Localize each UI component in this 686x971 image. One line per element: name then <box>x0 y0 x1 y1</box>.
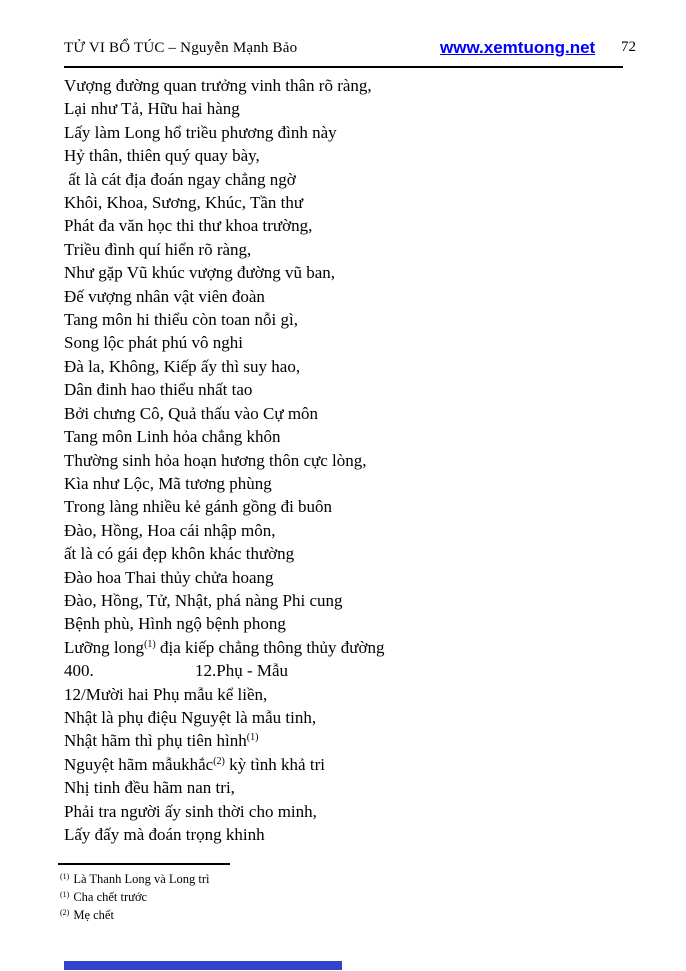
poem-line: Đào, Hồng, Hoa cái nhập môn, <box>64 520 276 540</box>
footnote-reference: (1) <box>246 732 259 744</box>
poem-line: ất là có gái đẹp khôn khác thường <box>64 544 295 564</box>
poem-line: Tang môn hi thiểu còn toan nỗi gì, <box>64 310 298 330</box>
poem-line: Lấy làm Long hổ triều phương đình này <box>64 122 337 142</box>
poem-line: Tang môn Linh hỏa chẳng khôn <box>64 427 281 447</box>
poem-line: Hỷ thân, thiên quý quay bày, <box>64 146 260 166</box>
poem-line: Đế vượng nhân vật viên đoàn <box>64 286 265 306</box>
poem-line: Trong làng nhiều kẻ gánh gồng đi buôn <box>64 497 333 517</box>
footnote-divider <box>58 863 230 865</box>
poem-line: Đào, Hồng, Tử, Nhật, phá nàng Phi cung <box>64 590 343 610</box>
poem-line: Vượng đường quan trưởng vinh thân rõ ràng, <box>64 76 372 95</box>
footnote-reference: (1) <box>144 638 156 650</box>
footnote-item: $^{(1)}$ Cha chết trước <box>60 890 148 904</box>
poem-line: Nguyệt hãm mẫukhắc$^{(2)}$ kỳ tình khả tri <box>64 754 325 774</box>
poem-line: 12/Mười hai Phụ mẫu kể liền, <box>64 684 268 704</box>
footnote-marker: (2) <box>60 908 70 917</box>
page-number: 72 <box>621 39 636 55</box>
poem-body <box>64 74 624 846</box>
poem-line: Thường sinh hỏa hoạn hương thôn cực lòng, <box>64 450 367 470</box>
poem-line: Như gặp Vũ khúc vượng đường vũ ban, <box>64 263 336 283</box>
poem-line: Phát đa văn học thi thư khoa trường, <box>64 216 313 236</box>
header-divider <box>64 66 623 68</box>
poem-line: Bởi chưng Cô, Quả thấu vào Cự môn <box>64 403 319 423</box>
footnote-marker: (1) <box>60 872 70 881</box>
poem-line: Lấy đấy mà đoán trọng khinh <box>64 825 265 844</box>
footnote-item: $^{(2)}$ Mẹ chết <box>60 908 114 922</box>
loading-progress-bar <box>64 961 342 970</box>
poem-line: Đào hoa Thai thủy chửa hoang <box>64 567 274 587</box>
poem-line: Lại như Tả, Hữu hai hàng <box>64 99 240 119</box>
poem-line: Bệnh phù, Hình ngộ bệnh phong <box>64 614 286 634</box>
poem-line: Dân đinh hao thiểu nhất tao <box>64 380 253 400</box>
book-title: TỬ VI BỔ TÚC – Nguyễn Mạnh Bảo <box>64 40 298 56</box>
poem-line: Song lộc phát phú vô nghi <box>64 333 243 353</box>
poem-line: Lưỡng long$^{(1)}$ địa kiếp chẳng thông thủy đường <box>64 637 385 657</box>
poem-line: ất là cát địa đoán ngay chẳng ngờ <box>64 169 296 189</box>
footnote-reference: (2) <box>213 755 225 767</box>
poem-line: Phải tra người ấy sinh thời cho minh, <box>64 801 317 821</box>
poem-line: Khôi, Khoa, Sương, Khúc, Tần thư <box>64 193 304 213</box>
poem-line: Kìa như Lộc, Mã tương phùng <box>64 473 272 493</box>
page-header <box>64 38 636 62</box>
poem-line: Đà la, Không, Kiếp ấy thì suy hao, <box>64 356 301 376</box>
footnote-item: $^{(1)}$ Là Thanh Long và Long trì <box>60 872 210 886</box>
poem-line: Nhật là phụ điệu Nguyệt là mẫu tinh, <box>64 707 317 727</box>
poem-line: Triều đình quí hiển rõ ràng, <box>64 239 252 259</box>
website-link[interactable]: www.xemtuong.net <box>440 38 596 57</box>
footnotes <box>60 869 460 923</box>
poem-line: Nhật hãm thì phụ tiên hình$^{(1)}$ <box>64 731 259 751</box>
poem-line: 400. 12.Phụ - Mẫu <box>64 661 289 681</box>
poem-line: Nhị tinh đều hãm nan tri, <box>64 778 235 798</box>
footnote-marker: (1) <box>60 890 70 899</box>
